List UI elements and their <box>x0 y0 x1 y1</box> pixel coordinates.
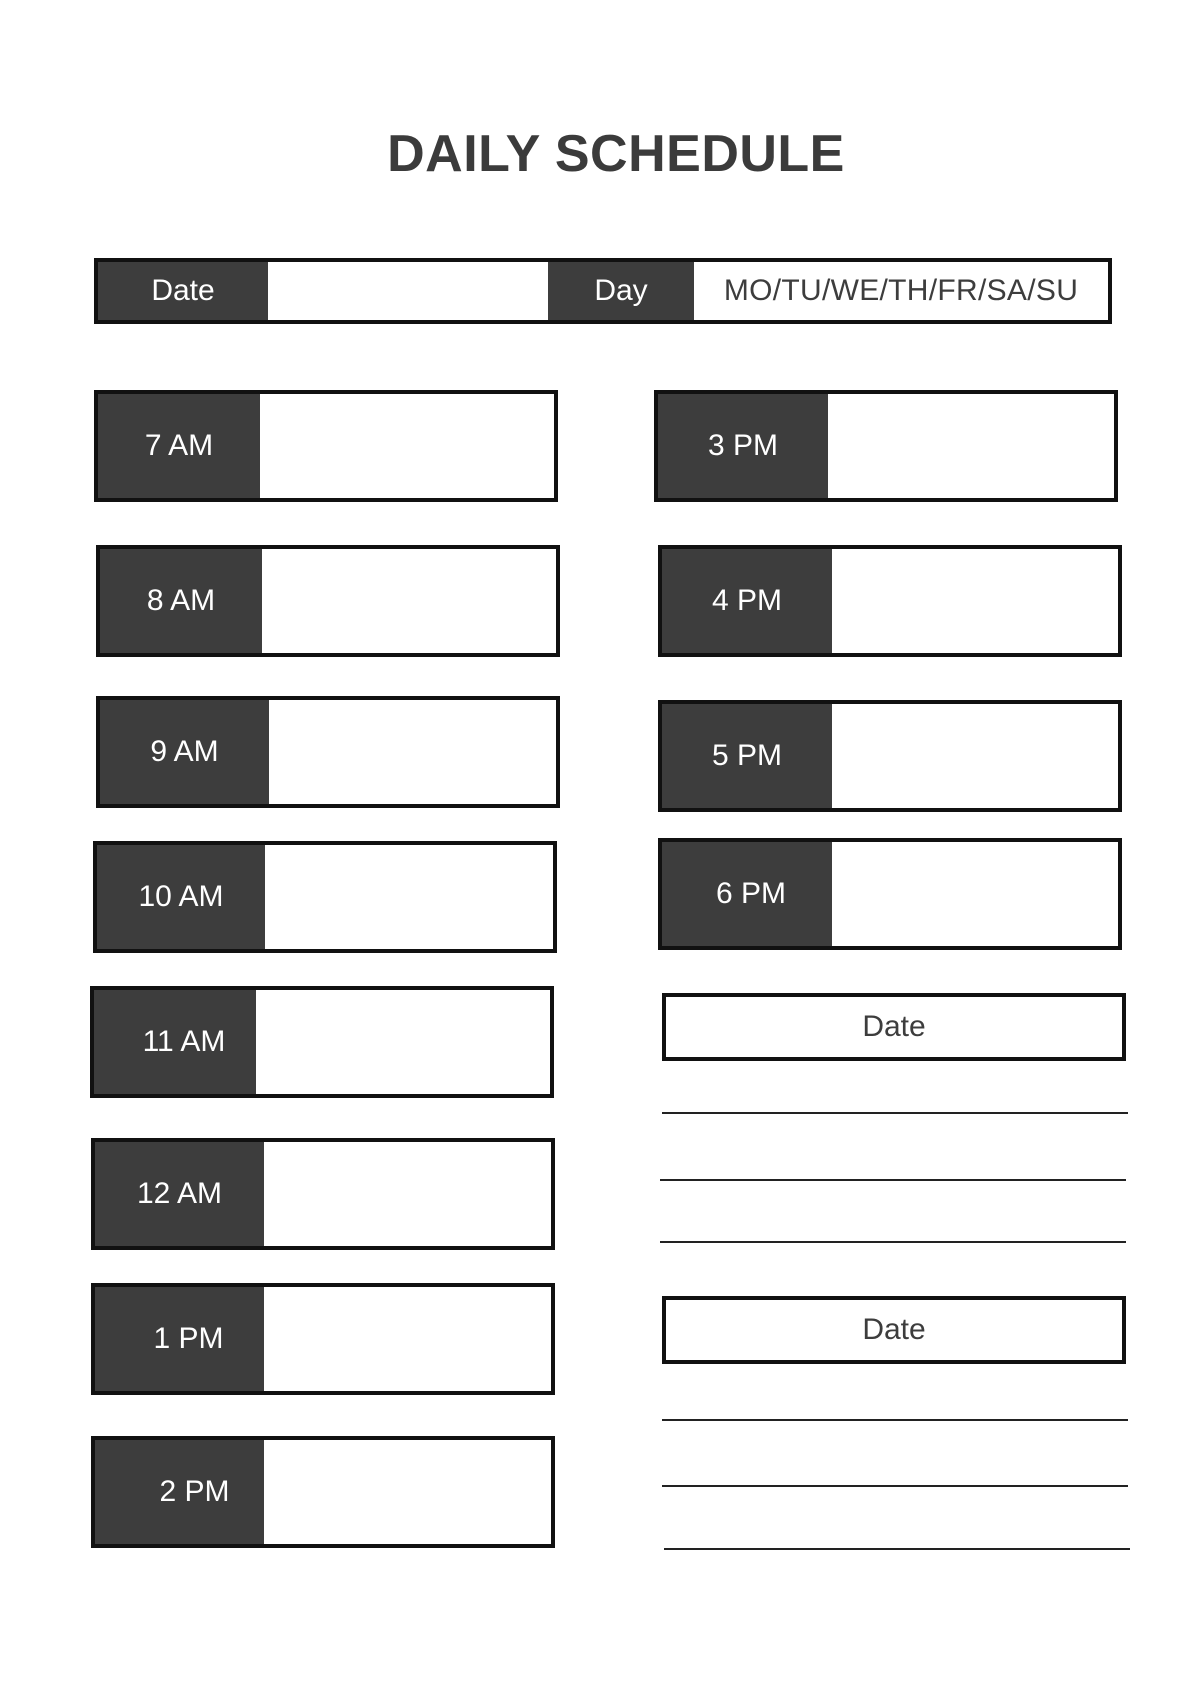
date-day-header <box>94 258 1112 324</box>
time-label: 6 PM <box>662 842 832 946</box>
time-label: 10 AM <box>97 845 265 949</box>
time-label: 1 PM <box>95 1287 264 1391</box>
time-entry[interactable] <box>828 394 1114 498</box>
time-label: 9 AM <box>100 700 269 804</box>
time-slot-4pm <box>658 545 1122 657</box>
time-label: 12 AM <box>95 1142 264 1246</box>
time-label: 4 PM <box>662 549 832 653</box>
day-label: Day <box>548 262 694 320</box>
note-line[interactable] <box>662 1112 1128 1114</box>
time-entry[interactable] <box>256 990 550 1094</box>
time-slot-12am <box>91 1138 555 1250</box>
date-field[interactable] <box>268 262 548 320</box>
note-line[interactable] <box>662 1419 1128 1421</box>
time-entry[interactable] <box>264 1142 551 1246</box>
time-entry[interactable] <box>832 549 1118 653</box>
time-slot-8am <box>96 545 560 657</box>
notes-date-header[interactable]: Date <box>662 1296 1126 1364</box>
time-slot-9am <box>96 696 560 808</box>
time-entry[interactable] <box>264 1440 551 1544</box>
time-label: 2 PM <box>95 1440 264 1544</box>
page-title: DAILY SCHEDULE <box>387 125 845 183</box>
day-options[interactable]: MO/TU/WE/TH/FR/SA/SU <box>694 262 1108 320</box>
time-label: 5 PM <box>662 704 832 808</box>
time-entry[interactable] <box>260 394 554 498</box>
notes-date-header[interactable]: Date <box>662 993 1126 1061</box>
time-label: 7 AM <box>98 394 260 498</box>
time-label: 11 AM <box>94 990 256 1094</box>
time-label: 8 AM <box>100 549 262 653</box>
note-line[interactable] <box>664 1548 1130 1550</box>
time-slot-11am <box>90 986 554 1098</box>
note-line[interactable] <box>660 1241 1126 1243</box>
time-slot-2pm <box>91 1436 555 1548</box>
time-slot-10am <box>93 841 557 953</box>
time-entry[interactable] <box>832 704 1118 808</box>
note-line[interactable] <box>662 1485 1128 1487</box>
time-entry[interactable] <box>264 1287 551 1391</box>
time-slot-5pm <box>658 700 1122 812</box>
time-slot-7am <box>94 390 558 502</box>
time-slot-6pm <box>658 838 1122 950</box>
time-label: 3 PM <box>658 394 828 498</box>
time-entry[interactable] <box>832 842 1118 946</box>
time-entry[interactable] <box>262 549 556 653</box>
time-entry[interactable] <box>269 700 556 804</box>
time-slot-1pm <box>91 1283 555 1395</box>
date-label: Date <box>98 262 268 320</box>
time-entry[interactable] <box>265 845 553 949</box>
time-slot-3pm <box>654 390 1118 502</box>
note-line[interactable] <box>660 1179 1126 1181</box>
